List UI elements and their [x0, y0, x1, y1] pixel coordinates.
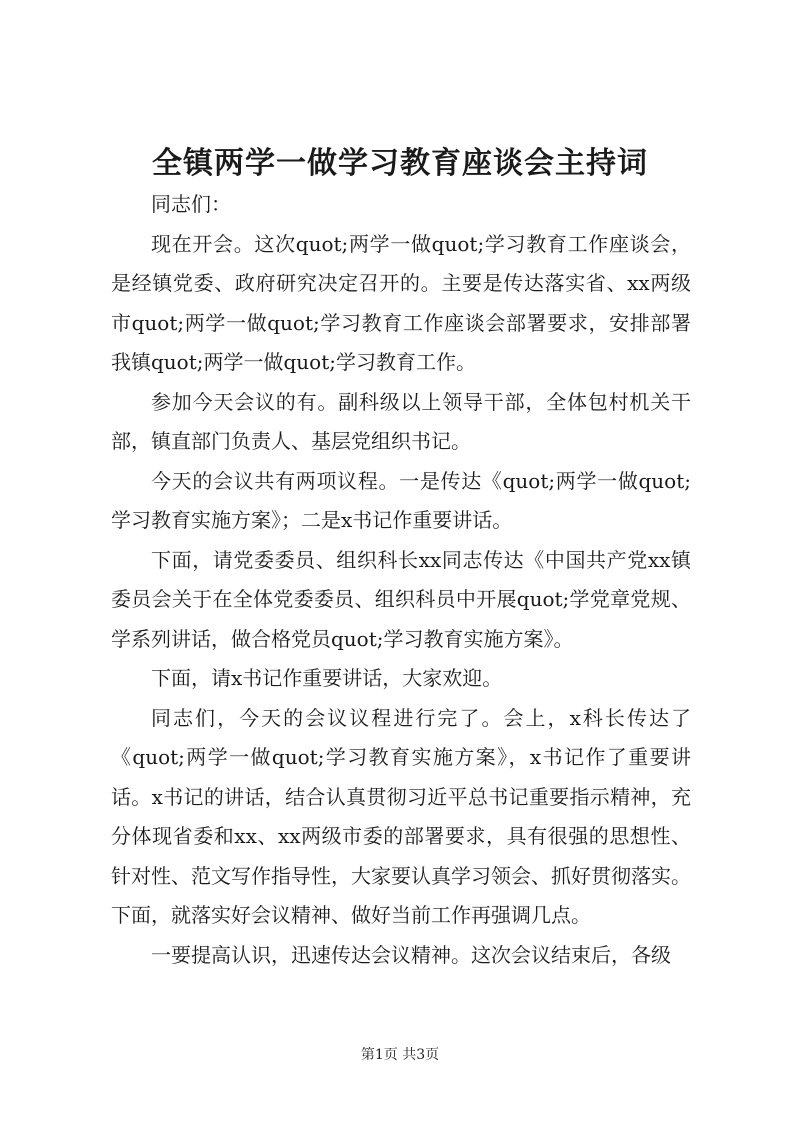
paragraph-attendees: 参加今天会议的有。副科级以上领导干部，全体包村机关干部，镇直部门负责人、基层党组织书记。: [111, 389, 691, 453]
document-body: [111, 185, 691, 975]
paragraph-opening: 现在开会。这次quot;两学一做quot;学习教育工作座谈会，是经镇党委、政府研究决定召开的。主要是传达落实省、xx两级市quot;两学一做quot;学习教育工作座谈会部署要求，安排部署我镇quot;两学一做quot;学习教育工作。: [111, 231, 691, 374]
document-title: 全镇两学一做学习教育座谈会主持词: [152, 146, 648, 181]
paragraph-agenda-item-two: 下面，请x书记作重要讲话，大家欢迎。: [151, 666, 503, 690]
paragraph-agenda: 今天的会议共有两项议程。一是传达《quot;两学一做quot;学习教育实施方案》；二是x书记作重要讲话。: [111, 468, 691, 532]
paragraph-agenda-item-one: 下面，请党委委员、组织科长xx同志传达《中国共产党xx镇委员会关于在全体党委委员、组织科员中开展quot;学党章党规、学系列讲话，做合格党员quot;学习教育实施方案》。: [111, 547, 691, 651]
page-footer: 第1页 共3页: [360, 1047, 440, 1063]
paragraph-requirement-one: 一要提高认识，迅速传达会议精神。这次会议结束后，各级: [151, 942, 671, 967]
paragraph-summary: 同志们，今天的会议议程进行完了。会上，x科长传达了《quot;两学一做quot;学习教育实施方案》，x书记作了重要讲话。x书记的讲话，结合认真贯彻习近平总书记重要指示精神，充分体现省委和xx、xx两级市委的部署要求，具有很强的思想性、针对性、范文写作指导性，大家要认真学习领会、抓好贯彻落实。下面，就落实好会议精神、做好当前工作再强调几点。: [111, 705, 691, 927]
paragraph-salutation: 同志们：: [151, 192, 231, 216]
